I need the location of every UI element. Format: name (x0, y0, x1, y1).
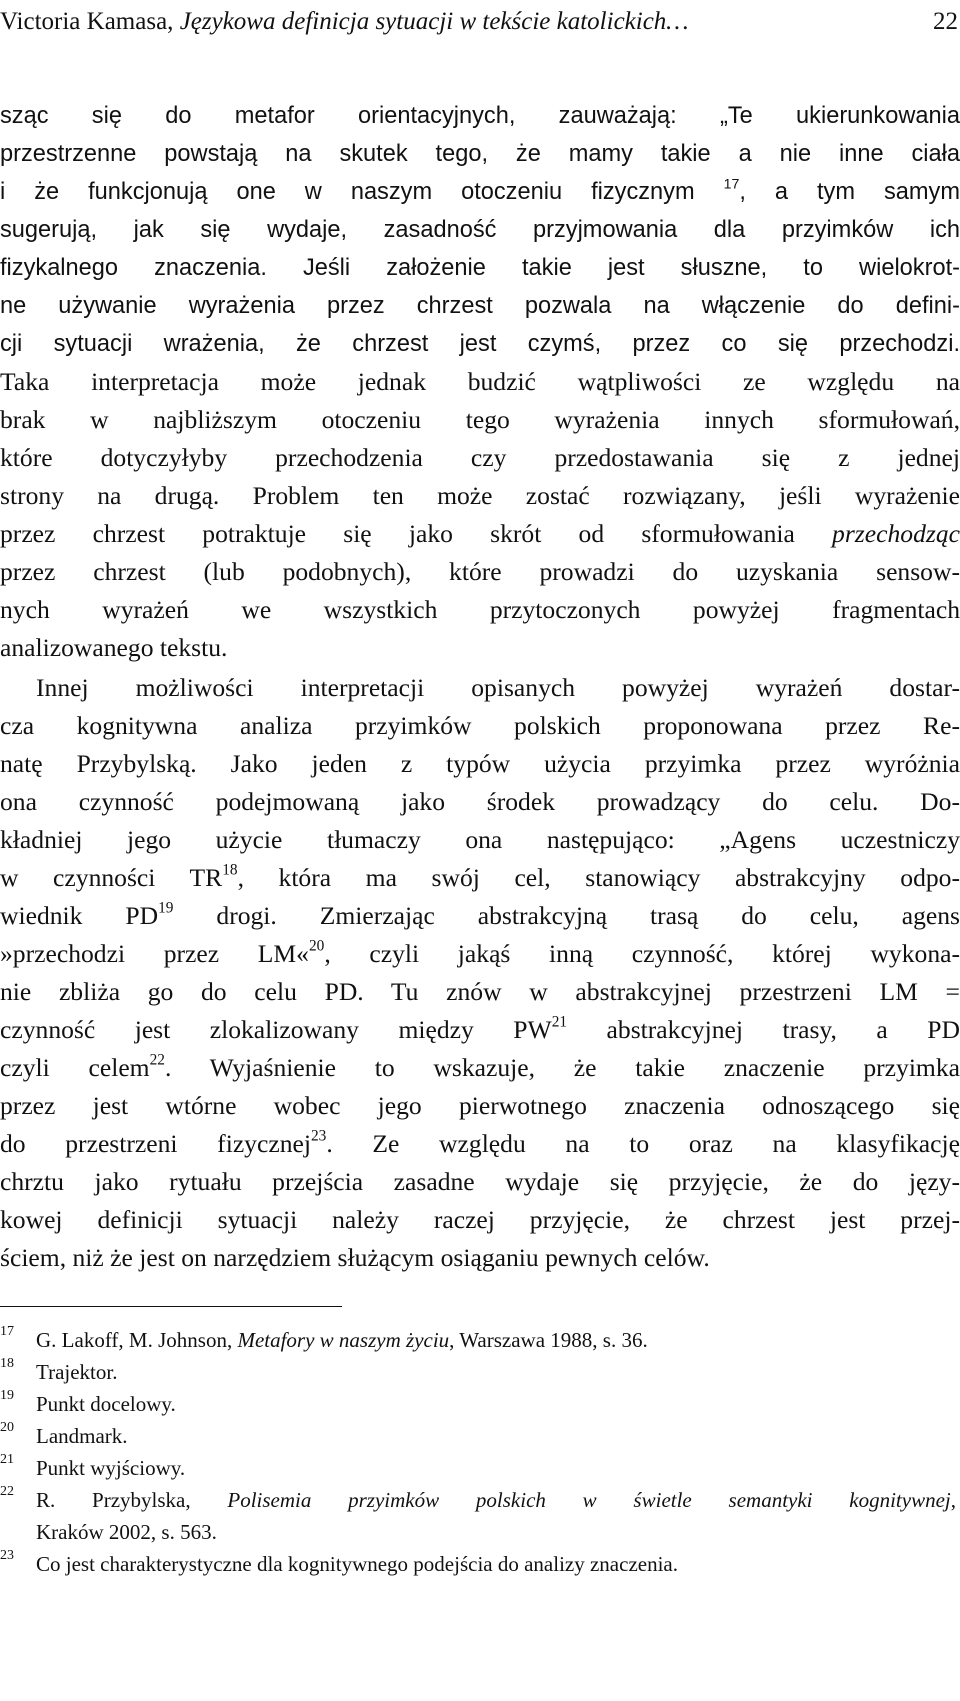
body-line: cza kognitywna analiza przyimków polskich proponowana przez Re- (0, 711, 960, 740)
body-line (0, 516, 960, 552)
body-line: brak w najbliższym otoczeniu tego wyrażenia innych sformułowań, (0, 405, 960, 434)
body-line: przestrzenne powstają na skutek tego, że mamy takie a nie inne ciała (0, 141, 960, 167)
footnote-text-part: G. Lakoff, M. Johnson, (36, 1328, 238, 1352)
footnote-text-part: R. Przybylska, (36, 1488, 228, 1512)
footnote-text: Punkt wyjściowy. (36, 1456, 186, 1480)
footnote-ref: 23 (310, 1127, 327, 1145)
footnote-continuation (0, 1516, 960, 1548)
body-line (0, 860, 960, 896)
page-number: 22 (933, 8, 958, 35)
body-text: , czyli jakąś inną czynność, której wykona- (324, 939, 960, 968)
footnote-text: Co jest charakterystyczne dla kognitywnego podejścia do analizy znaczenia. (36, 1552, 678, 1576)
running-head (0, 4, 960, 40)
body-line: sugerują, jak się wydaje, zasadność przyjmowania dla przyimków ich (0, 217, 960, 243)
body-line: które dotyczyłyby przechodzenia czy przedostawania się z jednej (0, 443, 960, 472)
body-text: abstrakcyjnej trasy, a PD (567, 1015, 960, 1044)
footnote-text-part: , Warszawa 1988, s. 36. (449, 1328, 648, 1352)
footnote-ref: 22 (149, 1051, 165, 1069)
body-line (0, 936, 960, 972)
body-text: w czynności TR (0, 863, 223, 892)
footnote-text: Kraków 2002, s. 563. (36, 1520, 217, 1544)
footnote-italic: Polisemia przyimków polskich w świetle semantyki kognitywnej (227, 1488, 951, 1512)
footnote-number: 17 (0, 1324, 14, 1339)
footnote (0, 1356, 960, 1388)
footnote-ref: 20 (308, 937, 325, 955)
body-text: wiednik PD (0, 901, 159, 930)
body-line: natę Przybylską. Jako jeden z typów użycia przyimka przez wyróżnia (0, 749, 960, 778)
footnote (0, 1324, 960, 1356)
body-line: Taka interpretacja może jednak budzić wątpliwości ze względu na (0, 367, 960, 396)
footnote-text (36, 1324, 648, 1356)
body-line: strony na drugą. Problem ten może zostać rozwiązany, jeśli wyrażenie (0, 481, 960, 510)
running-head-author: Victoria Kamasa, (0, 8, 180, 35)
footnote-number: 20 (0, 1420, 14, 1435)
body-line: analizowanego tekstu. (0, 633, 228, 662)
body-line: sząc się do metafor orientacyjnych, zauważają: „Te ukierunkowania (0, 103, 960, 129)
footnote-number: 18 (0, 1356, 14, 1371)
footnote-text (36, 1484, 956, 1516)
footnote (0, 1388, 960, 1420)
footnote-text: Landmark. (36, 1424, 128, 1448)
body-italic: przechodząc (832, 519, 960, 548)
body-line: kładniej jego użycie tłumaczy ona następująco: „Agens uczestniczy (0, 825, 960, 854)
footnote (0, 1452, 960, 1484)
footnote-text: Punkt docelowy. (36, 1392, 176, 1416)
footnote (0, 1484, 960, 1516)
body-text: czynność jest zlokalizowany między PW (0, 1015, 552, 1044)
body-line: przez jest wtórne wobec jego pierwotnego znaczenia odnoszącego się (0, 1091, 960, 1120)
body-line: ne używanie wyrażenia przez chrzest pozwala na włączenie do defini- (0, 293, 960, 319)
footnote-ref: 21 (551, 1013, 568, 1031)
body-line: chrztu jako rytuału przejścia zasadne wydaje się przyjęcie, że do języ- (0, 1167, 960, 1196)
body-line (0, 1126, 960, 1162)
body-line: Innej możliwości interpretacji opisanych powyżej wyrażeń dostar- (36, 673, 960, 702)
running-head-work-title: Językowa definicja sytuacji w tekście katolickich… (179, 8, 689, 35)
footnote-number: 19 (0, 1388, 14, 1403)
footnote-italic: Metafory w naszym życiu (237, 1328, 450, 1352)
body-line: kowej definicji sytuacji należy raczej przyjęcie, że chrzest jest przej- (0, 1205, 960, 1234)
body-line (0, 1012, 960, 1048)
body-line (0, 174, 960, 210)
footnote-ref: 17 (723, 176, 740, 193)
footnote (0, 1548, 960, 1580)
body-line: przez chrzest (lub podobnych), które prowadzi do uzyskania sensow- (0, 557, 960, 586)
body-text: do przestrzeni fizycznej (0, 1129, 311, 1158)
footnote (0, 1420, 960, 1452)
footnote-ref: 18 (222, 861, 238, 879)
body-text: , a tym samym (739, 179, 960, 205)
footnote-text-part: , (950, 1488, 956, 1512)
body-line (0, 898, 960, 934)
footnote-number: 21 (0, 1452, 14, 1467)
body-line: ona czynność podejmowaną jako środek prowadzący do celu. Do- (0, 787, 960, 816)
body-text: »przechodzi przez LM« (0, 939, 309, 968)
footnote-number: 23 (0, 1548, 14, 1563)
body-line (0, 1050, 960, 1086)
footnote-text: Trajektor. (36, 1360, 118, 1384)
body-line: nych wyrażeń we wszystkich przytoczonych powyżej fragmentach (0, 595, 960, 624)
body-text: . Ze względu na to oraz na klasyfikację (326, 1129, 960, 1158)
body-text: , która ma swój cel, stanowiący abstrakcyjny odpo- (237, 863, 960, 892)
running-head-title (0, 4, 689, 40)
body-text: i że funkcjonują one w naszym otoczeniu fizycznym (0, 179, 724, 205)
body-line: fizykalnego znaczenia. Jeśli założenie takie jest słuszne, to wielokrot- (0, 255, 960, 281)
body-line: cji sytuacji wrażenia, że chrzest jest czymś, przez co się przechodzi. (0, 331, 960, 357)
body-text: przez chrzest potraktuje się jako skrót od sformułowania (0, 519, 833, 548)
body-line: ściem, niż że jest on narzędziem służącym osiąganiu pewnych celów. (0, 1243, 710, 1272)
footnote-ref: 19 (158, 899, 174, 917)
footnote-separator (0, 1306, 342, 1307)
body-text: drogi. Zmierzając abstrakcyjną trasą do celu, agens (173, 901, 960, 930)
footnote-number: 22 (0, 1484, 14, 1499)
body-text: czyli celem (0, 1053, 150, 1082)
body-line: nie zbliża go do celu PD. Tu znów w abstrakcyjnej przestrzeni LM = (0, 977, 960, 1006)
body-text: . Wyjaśnienie to wskazuje, że takie znaczenie przyimka (164, 1053, 960, 1082)
